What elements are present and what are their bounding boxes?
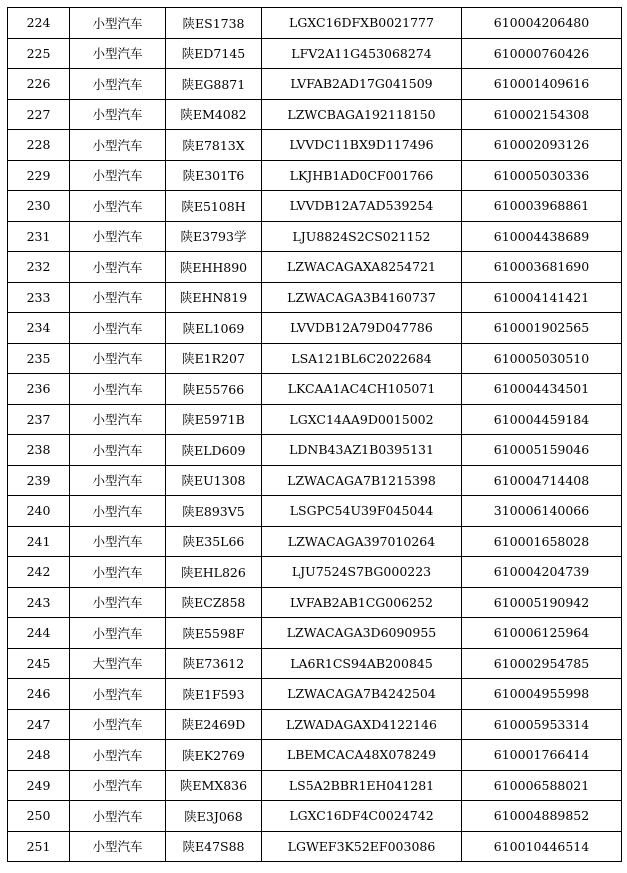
row-number-cell: 228: [8, 130, 70, 161]
table-row: [8, 648, 622, 679]
record-id-cell: 610002093126: [462, 130, 622, 161]
vehicle-type-cell: 小型汽车: [70, 38, 166, 69]
row-number-cell: 245: [8, 648, 70, 679]
table-row: [8, 374, 622, 405]
row-number-cell: 230: [8, 191, 70, 222]
record-id-cell: 610004438689: [462, 221, 622, 252]
vehicle-type-cell: 小型汽车: [70, 740, 166, 771]
record-id-cell: 610005953314: [462, 709, 622, 740]
vin-cell: LGXC16DF4C0024742: [262, 801, 462, 832]
plate-number-cell: 陕EHL826: [166, 557, 262, 588]
vehicle-type-cell: 小型汽车: [70, 465, 166, 496]
plate-number-cell: 陕E301T6: [166, 160, 262, 191]
plate-number-cell: 陕E5598F: [166, 618, 262, 649]
vin-cell: LFV2A11G453068274: [262, 38, 462, 69]
vehicle-type-cell: 大型汽车: [70, 648, 166, 679]
record-id-cell: 610006125964: [462, 618, 622, 649]
row-number-cell: 251: [8, 831, 70, 862]
row-number-cell: 233: [8, 282, 70, 313]
record-id-cell: 610001766414: [462, 740, 622, 771]
record-id-cell: 610000760426: [462, 38, 622, 69]
vin-cell: LKCAA1AC4CH105071: [262, 374, 462, 405]
record-id-cell: 610004204739: [462, 557, 622, 588]
plate-number-cell: 陕ED7145: [166, 38, 262, 69]
table-row: [8, 313, 622, 344]
vehicle-type-cell: 小型汽车: [70, 69, 166, 100]
vehicle-type-cell: 小型汽车: [70, 221, 166, 252]
vin-cell: LZWCBAGA192118150: [262, 99, 462, 130]
vehicle-type-cell: 小型汽车: [70, 679, 166, 710]
row-number-cell: 250: [8, 801, 70, 832]
row-number-cell: 237: [8, 404, 70, 435]
table-row: [8, 526, 622, 557]
vehicle-type-cell: 小型汽车: [70, 831, 166, 862]
vin-cell: LVVDC11BX9D117496: [262, 130, 462, 161]
vin-cell: LVFAB2AD17G041509: [262, 69, 462, 100]
row-number-cell: 224: [8, 8, 70, 39]
table-row: [8, 404, 622, 435]
vin-cell: LGXC16DFXB0021777: [262, 8, 462, 39]
table-row: [8, 343, 622, 374]
table-row: [8, 282, 622, 313]
plate-number-cell: 陕EHH890: [166, 252, 262, 283]
row-number-cell: 242: [8, 557, 70, 588]
record-id-cell: 610004206480: [462, 8, 622, 39]
vehicle-type-cell: 小型汽车: [70, 709, 166, 740]
row-number-cell: 239: [8, 465, 70, 496]
plate-number-cell: 陕E1R207: [166, 343, 262, 374]
plate-number-cell: 陕E893V5: [166, 496, 262, 527]
record-id-cell: 610006588021: [462, 770, 622, 801]
table-row: [8, 587, 622, 618]
vin-cell: LZWACAGAXA8254721: [262, 252, 462, 283]
vehicle-type-cell: 小型汽车: [70, 404, 166, 435]
row-number-cell: 238: [8, 435, 70, 466]
record-id-cell: 610004459184: [462, 404, 622, 435]
plate-number-cell: 陕EM4082: [166, 99, 262, 130]
vehicle-type-cell: 小型汽车: [70, 252, 166, 283]
record-id-cell: 610005030510: [462, 343, 622, 374]
record-id-cell: 610004955998: [462, 679, 622, 710]
row-number-cell: 229: [8, 160, 70, 191]
plate-number-cell: 陕ES1738: [166, 8, 262, 39]
table-row: [8, 221, 622, 252]
record-id-cell: 610003681690: [462, 252, 622, 283]
record-id-cell: 610003968861: [462, 191, 622, 222]
row-number-cell: 246: [8, 679, 70, 710]
table-row: [8, 252, 622, 283]
vin-cell: LZWACAGA3B4160737: [262, 282, 462, 313]
vehicle-type-cell: 小型汽车: [70, 313, 166, 344]
record-id-cell: 610001409616: [462, 69, 622, 100]
record-id-cell: 610005190942: [462, 587, 622, 618]
record-id-cell: 610004889852: [462, 801, 622, 832]
vin-cell: LVVDB12A79D047786: [262, 313, 462, 344]
row-number-cell: 232: [8, 252, 70, 283]
table-row: [8, 801, 622, 832]
record-id-cell: 610004434501: [462, 374, 622, 405]
table-row: [8, 191, 622, 222]
vin-cell: LZWACAGA7B4242504: [262, 679, 462, 710]
plate-number-cell: 陕E47S88: [166, 831, 262, 862]
vin-cell: LZWACAGA397010264: [262, 526, 462, 557]
plate-number-cell: 陕EMX836: [166, 770, 262, 801]
plate-number-cell: 陕E73612: [166, 648, 262, 679]
vin-cell: LZWACAGA7B1215398: [262, 465, 462, 496]
vin-cell: LA6R1CS94AB200845: [262, 648, 462, 679]
row-number-cell: 249: [8, 770, 70, 801]
vehicle-type-cell: 小型汽车: [70, 435, 166, 466]
vin-cell: LKJHB1AD0CF001766: [262, 160, 462, 191]
vehicle-table-body: [8, 8, 622, 862]
vehicle-type-cell: 小型汽车: [70, 557, 166, 588]
vehicle-type-cell: 小型汽车: [70, 374, 166, 405]
table-row: [8, 679, 622, 710]
vin-cell: LVFAB2AB1CG006252: [262, 587, 462, 618]
row-number-cell: 247: [8, 709, 70, 740]
plate-number-cell: 陕ELD609: [166, 435, 262, 466]
vin-cell: LGWEF3K52EF003086: [262, 831, 462, 862]
vehicle-type-cell: 小型汽车: [70, 770, 166, 801]
record-id-cell: 610005159046: [462, 435, 622, 466]
vin-cell: LDNB43AZ1B0395131: [262, 435, 462, 466]
table-row: [8, 8, 622, 39]
plate-number-cell: 陕EHN819: [166, 282, 262, 313]
vin-cell: LJU8824S2CS021152: [262, 221, 462, 252]
vin-cell: LGXC14AA9D0015002: [262, 404, 462, 435]
plate-number-cell: 陕E1F593: [166, 679, 262, 710]
plate-number-cell: 陕EL1069: [166, 313, 262, 344]
table-row: [8, 465, 622, 496]
plate-number-cell: 陕E35L66: [166, 526, 262, 557]
row-number-cell: 243: [8, 587, 70, 618]
record-id-cell: 610005030336: [462, 160, 622, 191]
plate-number-cell: 陕EU1308: [166, 465, 262, 496]
plate-number-cell: 陕E2469D: [166, 709, 262, 740]
row-number-cell: 231: [8, 221, 70, 252]
row-number-cell: 241: [8, 526, 70, 557]
vin-cell: LS5A2BBR1EH041281: [262, 770, 462, 801]
table-row: [8, 435, 622, 466]
table-row: [8, 69, 622, 100]
plate-number-cell: 陕E55766: [166, 374, 262, 405]
table-row: [8, 160, 622, 191]
row-number-cell: 248: [8, 740, 70, 771]
vehicle-type-cell: 小型汽车: [70, 130, 166, 161]
vehicle-type-cell: 小型汽车: [70, 496, 166, 527]
vin-cell: LVVDB12A7AD539254: [262, 191, 462, 222]
record-id-cell: 610001658028: [462, 526, 622, 557]
table-row: [8, 618, 622, 649]
plate-number-cell: 陕EK2769: [166, 740, 262, 771]
table-row: [8, 831, 622, 862]
table-row: [8, 99, 622, 130]
vehicle-type-cell: 小型汽车: [70, 8, 166, 39]
vehicle-type-cell: 小型汽车: [70, 282, 166, 313]
row-number-cell: 235: [8, 343, 70, 374]
vin-cell: LSGPC54U39F045044: [262, 496, 462, 527]
table-row: [8, 770, 622, 801]
row-number-cell: 240: [8, 496, 70, 527]
table-row: [8, 740, 622, 771]
plate-number-cell: 陕E5108H: [166, 191, 262, 222]
vehicle-type-cell: 小型汽车: [70, 343, 166, 374]
row-number-cell: 225: [8, 38, 70, 69]
vin-cell: LZWADAGAXD4122146: [262, 709, 462, 740]
row-number-cell: 227: [8, 99, 70, 130]
plate-number-cell: 陕E7813X: [166, 130, 262, 161]
row-number-cell: 226: [8, 69, 70, 100]
vin-cell: LZWACAGA3D6090955: [262, 618, 462, 649]
plate-number-cell: 陕ECZ858: [166, 587, 262, 618]
vehicle-type-cell: 小型汽车: [70, 587, 166, 618]
table-row: [8, 130, 622, 161]
vehicle-type-cell: 小型汽车: [70, 618, 166, 649]
table-row: [8, 709, 622, 740]
record-id-cell: 610004141421: [462, 282, 622, 313]
vehicle-type-cell: 小型汽车: [70, 191, 166, 222]
record-id-cell: 610004714408: [462, 465, 622, 496]
vehicle-table: [7, 7, 622, 862]
row-number-cell: 236: [8, 374, 70, 405]
plate-number-cell: 陕E3J068: [166, 801, 262, 832]
vin-cell: LSA121BL6C2022684: [262, 343, 462, 374]
record-id-cell: 610002154308: [462, 99, 622, 130]
table-row: [8, 496, 622, 527]
vin-cell: LJU7524S7BG000223: [262, 557, 462, 588]
plate-number-cell: 陕E3793学: [166, 221, 262, 252]
vehicle-type-cell: 小型汽车: [70, 160, 166, 191]
record-id-cell: 610002954785: [462, 648, 622, 679]
plate-number-cell: 陕E5971B: [166, 404, 262, 435]
record-id-cell: 610001902565: [462, 313, 622, 344]
record-id-cell: 610010446514: [462, 831, 622, 862]
vin-cell: LBEMCACA48X078249: [262, 740, 462, 771]
plate-number-cell: 陕EG8871: [166, 69, 262, 100]
table-row: [8, 38, 622, 69]
vehicle-type-cell: 小型汽车: [70, 801, 166, 832]
record-id-cell: 310006140066: [462, 496, 622, 527]
row-number-cell: 244: [8, 618, 70, 649]
vehicle-type-cell: 小型汽车: [70, 99, 166, 130]
row-number-cell: 234: [8, 313, 70, 344]
table-row: [8, 557, 622, 588]
vehicle-type-cell: 小型汽车: [70, 526, 166, 557]
